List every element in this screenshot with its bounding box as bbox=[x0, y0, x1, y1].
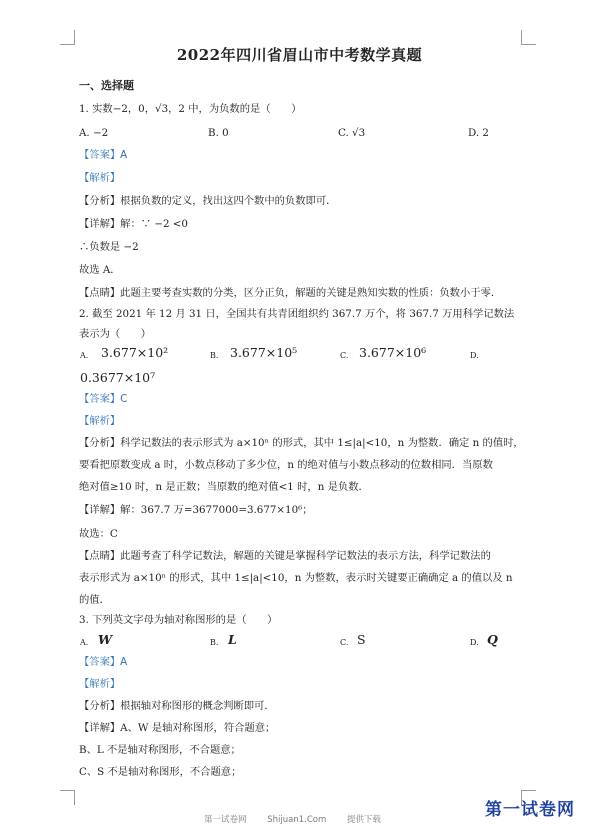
q2-stem-line2: 表示为（ ） bbox=[79, 328, 152, 340]
q2-comment-line1: 【点睛】此题考查了科学记数法，解题的关键是掌握科学记数法的表示方法，科学记数法的 bbox=[79, 550, 491, 562]
q2-choice: 故选：C bbox=[79, 528, 118, 540]
q2-option-c: 3.677×10⁶ bbox=[359, 345, 427, 360]
q2-analysis-line1: 【分析】科学记数法的表示形式为 a×10ⁿ 的形式，其中 1≤|a|<10，n 为整数．确定 n 的值时， bbox=[79, 437, 524, 449]
footer-site: 第一试卷网 bbox=[204, 815, 247, 825]
q3-answer: 【答案】A bbox=[79, 656, 128, 668]
crop-mark-top-left bbox=[60, 30, 75, 45]
q3-option-b: L bbox=[228, 632, 237, 647]
section-heading: 一、选择题 bbox=[79, 79, 134, 92]
q3-option-d-label: D. bbox=[470, 638, 479, 647]
q2-comment-line2: 表示形式为 a×10ⁿ 的形式，其中 1≤|a|<10，n 为整数，表示时关键要正确确定 a 的值以及 n bbox=[79, 572, 513, 584]
q1-analysis-text: 【分析】根据负数的定义，找出这四个数中的负数即可． bbox=[79, 195, 337, 207]
q2-answer: 【答案】C bbox=[79, 393, 128, 405]
q1-option-c: C. √3 bbox=[338, 127, 366, 139]
q3-analysis-text: 【分析】根据轴对称图形的概念判断即可． bbox=[79, 700, 275, 712]
brand-logo-text: 第一试卷网 bbox=[485, 800, 575, 820]
q1-option-b: B. 0 bbox=[208, 127, 229, 139]
q2-comment-line3: 的值． bbox=[79, 594, 110, 606]
q2-option-a: 3.677×10² bbox=[101, 345, 169, 360]
q1-option-d: D. 2 bbox=[468, 127, 489, 139]
q1-conclusion: ∴负数是 −2 bbox=[79, 241, 139, 253]
q2-analysis-label: 【解析】 bbox=[79, 415, 121, 427]
crop-mark-top-right bbox=[521, 30, 536, 45]
q2-solution-text: 【详解】解：367.7 万=3677000=3.677×10⁶； bbox=[79, 504, 313, 516]
page-footer bbox=[204, 813, 399, 825]
q1-comment: 【点睛】此题主要考查实数的分类，区分正负，解题的关键是熟知实数的性质：负数小于零． bbox=[79, 287, 502, 299]
footer-url[interactable]: Shijuan1.Com bbox=[267, 815, 327, 825]
q2-stem-line1: 2. 截至 2021 年 12 月 31 日，全国共有共青团组织约 367.7 万个，将 367.7 万用科学记数法 bbox=[79, 308, 515, 320]
crop-mark-bottom-left bbox=[60, 790, 75, 805]
q1-analysis-label: 【解析】 bbox=[79, 172, 121, 184]
q1-choice: 故选 A． bbox=[79, 264, 121, 276]
q2-analysis-line2: 要看把原数变成 a 时，小数点移动了多少位，n 的绝对值与小数点移动的位数相同．当原数 bbox=[79, 459, 493, 471]
page-title: 2022年四川省眉山市中考数学真题 bbox=[176, 46, 423, 64]
q1-answer: 【答案】A bbox=[79, 149, 128, 161]
q3-option-c-explain: C、S 不是轴对称图形，不合题意； bbox=[79, 766, 242, 778]
footer-note: 提供下载 bbox=[346, 815, 381, 825]
q2-analysis-line3: 绝对值≥10 时，n 是正数；当原数的绝对值<1 时，n 是负数． bbox=[79, 481, 369, 493]
q3-option-c: S bbox=[357, 632, 366, 647]
q3-stem: 3. 下列英文字母为轴对称图形的是（ ） bbox=[79, 614, 278, 626]
q3-option-a-label: A. bbox=[80, 638, 89, 647]
q1-option-a: A. −2 bbox=[79, 127, 109, 139]
q3-option-b-label: B. bbox=[210, 638, 219, 647]
q3-option-c-label: C. bbox=[340, 638, 349, 647]
q2-option-c-label: C. bbox=[340, 351, 349, 360]
q2-option-b: 3.677×10⁵ bbox=[230, 345, 298, 360]
q2-option-a-label: A. bbox=[80, 351, 89, 360]
q3-analysis-label: 【解析】 bbox=[79, 678, 121, 690]
q2-option-b-label: B. bbox=[210, 351, 219, 360]
q3-option-a: W bbox=[98, 632, 113, 647]
q2-option-d-label: D. bbox=[470, 351, 479, 360]
q3-option-b-explain: B、L 不是轴对称图形，不合题意； bbox=[79, 744, 241, 756]
q3-option-d: Q bbox=[487, 632, 498, 647]
q3-solution-text: 【详解】A、W 是轴对称图形，符合题意； bbox=[79, 722, 276, 734]
q1-solution-text: 【详解】解：∵ −2 <0 bbox=[79, 218, 188, 230]
q2-option-d: 0.3677×10⁷ bbox=[80, 370, 156, 385]
q1-stem: 1. 实数−2，0，√3，2 中，为负数的是（ ） bbox=[79, 103, 302, 115]
